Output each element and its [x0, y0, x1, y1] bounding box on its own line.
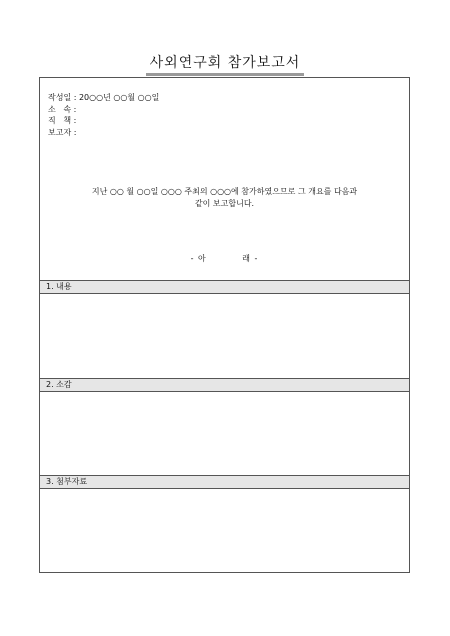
- intro-line-1: 지난 ○○ 월 ○○일 ○○○ 주최의 ○○○에 참가하였으므로 그 개요를 다음과: [91, 187, 358, 196]
- document-title: 사외연구회 참가보고서: [146, 55, 305, 76]
- department-field: 소 속 :: [48, 104, 77, 114]
- intro-paragraph: [40, 186, 409, 210]
- section-header-impressions: 2. 소감: [40, 378, 409, 392]
- position-field: 직 책 :: [48, 116, 77, 125]
- section-header-attachments: 3. 첨부자료: [40, 475, 409, 489]
- intro-line-2: 같이 보고합니다.: [194, 199, 255, 208]
- document-title-wrap: [0, 52, 450, 76]
- section-header-content: 1. 내용: [40, 280, 409, 294]
- notice-heading: - 아 래 -: [190, 254, 259, 263]
- report-frame: [39, 77, 410, 573]
- info-block: [48, 92, 159, 138]
- reporter-field: 보고자 :: [48, 127, 77, 137]
- date-field: 작성일 : 20○○년 ○○월 ○○일: [48, 93, 160, 102]
